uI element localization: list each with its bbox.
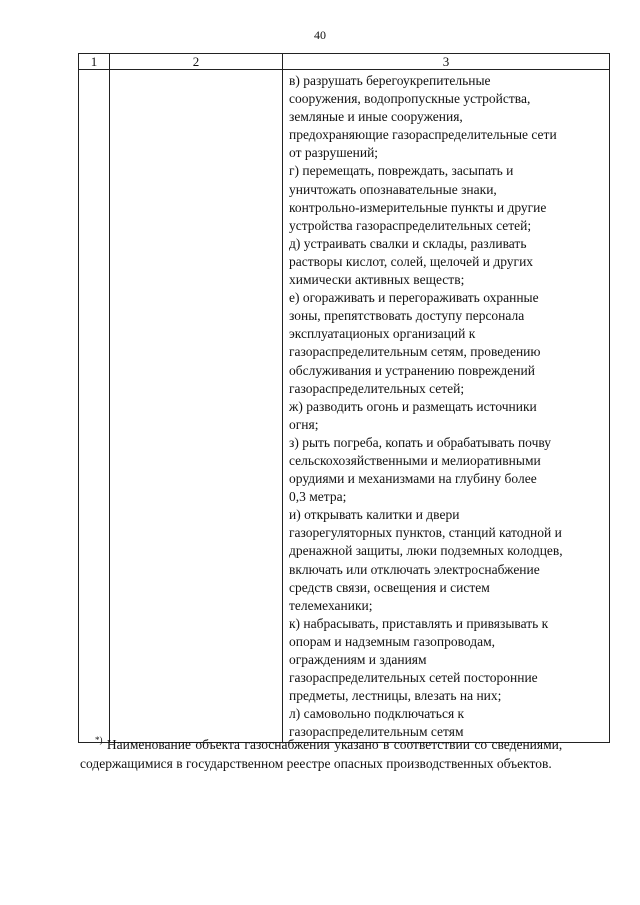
document-table <box>78 53 610 743</box>
text-line: от разрушений; <box>289 145 379 161</box>
page-number: 40 <box>314 28 326 42</box>
text-line: ограждениям и зданиям <box>289 652 427 667</box>
text-line: огня; <box>289 416 319 432</box>
text-line: включать или отключать электроснабжение <box>289 561 540 577</box>
text-line: ж) разводить огонь и размещать источники <box>289 398 537 414</box>
text-line: к) набрасывать, приставлять и привязывать к <box>289 615 549 631</box>
text-line: 0,3 метра; <box>289 489 347 505</box>
column-header-2: 2 <box>110 54 283 70</box>
text-line: газораспределительных сетей посторонние <box>289 670 538 686</box>
text-line: контрольно-измерительные пункты и другие <box>289 199 547 215</box>
text-line: в) разрушать берегоукрепительные <box>289 73 491 88</box>
text-line: газораспределительным сетям, проведению <box>289 344 541 360</box>
table-cell-col3 <box>283 70 610 743</box>
footnote-text-2: содержащимися в государственном реестре опасных производственных объектов. <box>80 756 552 771</box>
text-line: газораспределительным сетям <box>289 724 464 740</box>
text-line: г) перемещать, повреждать, засыпать и <box>289 163 514 179</box>
text-line: дренажной защиты, люки подземных колодцев, <box>289 543 563 559</box>
text-line: д) устраивать свалки и склады, разливать <box>289 235 527 251</box>
table-cell-col1 <box>79 70 110 743</box>
table-header-row <box>79 54 610 70</box>
text-line: предохраняющие газораспределительные сети <box>289 127 557 143</box>
footnote-marker: *) <box>95 735 103 745</box>
footnote <box>80 735 608 773</box>
footnote-line-1 <box>80 735 608 754</box>
text-line: уничтожать опознавательные знаки, <box>289 181 497 197</box>
text-line: опорам и надземным газопроводам, <box>289 633 495 649</box>
text-line: предметы, лестницы, влезать на них; <box>289 688 502 704</box>
table-row <box>79 70 610 743</box>
text-line: зоны, препятствовать доступу персонала <box>289 308 525 324</box>
text-line: химически активных веществ; <box>289 272 465 288</box>
text-line: растворы кислот, солей, щелочей и других <box>289 253 534 269</box>
column-header-1: 1 <box>79 54 110 70</box>
text-line: орудиями и механизмами на глубину более <box>289 471 537 487</box>
text-line: газорегуляторных пунктов, станций катодной и <box>289 525 562 541</box>
text-line: телемеханики; <box>289 597 373 613</box>
text-line: и) открывать калитки и двери <box>289 507 460 523</box>
text-line: земляные и иные сооружения, <box>289 109 463 125</box>
table-cell-col2 <box>110 70 283 743</box>
text-line: обслуживания и устранению повреждений <box>289 362 535 378</box>
text-line: устройства газораспределительных сетей; <box>289 217 532 233</box>
text-line: з) рыть погреба, копать и обрабатывать почву <box>289 434 552 450</box>
text-line: сооружения, водопропускные устройства, <box>289 91 531 107</box>
text-line: эксплуатационых организаций к <box>289 326 476 342</box>
text-line: средств связи, освещения и систем <box>289 579 490 595</box>
text-line: сельскохозяйственными и мелиоративными <box>289 452 541 468</box>
text-line: е) огораживать и перегораживать охранные <box>289 290 539 306</box>
footnote-text-1: Наименование объекта газоснабжения указано в соответствии со сведениями, <box>106 737 563 752</box>
column-header-3: 3 <box>283 54 610 70</box>
text-line: газораспределительных сетей; <box>289 380 465 396</box>
text-line: л) самовольно подключаться к <box>289 706 465 722</box>
